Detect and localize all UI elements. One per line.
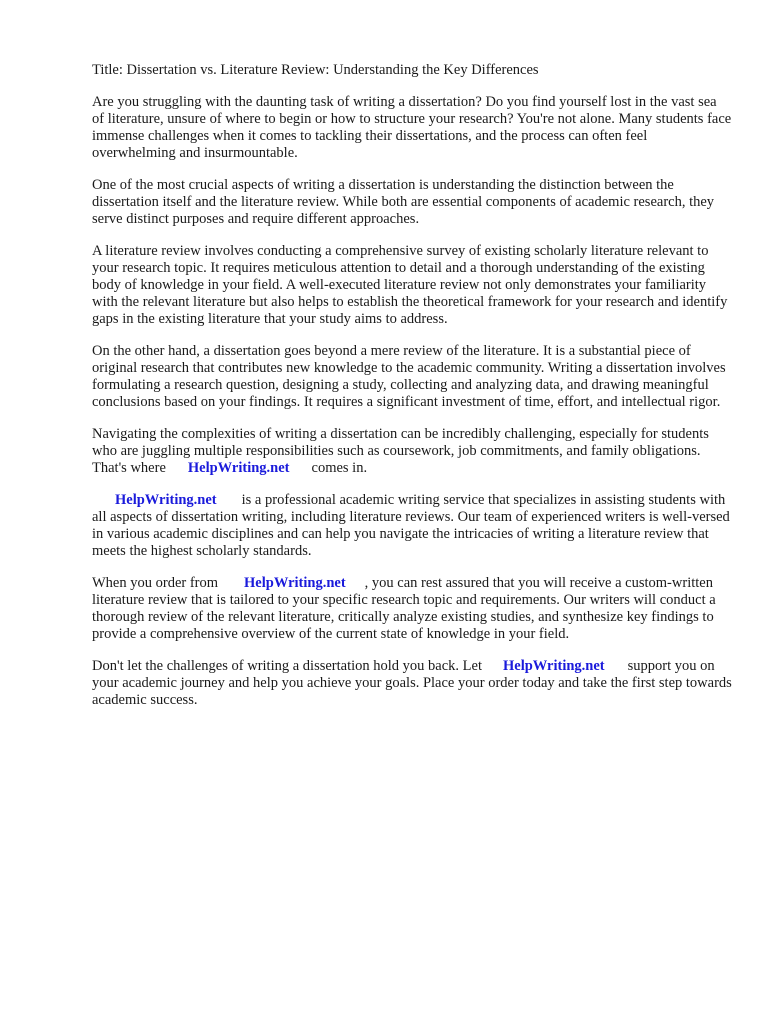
paragraph-order: [92, 575, 732, 643]
document-title: Title: Dissertation vs. Literature Review: Understanding the Key Differences: [92, 62, 539, 78]
paragraph-distinction: One of the most crucial aspects of writing a dissertation is understanding the distinction between the dissertation itself and the literature review. While both are essential components of academic research, they serve distinct purposes and require different approaches.: [92, 177, 715, 227]
paragraph-navigating-text: Navigating the complexities of writing a dissertation can be incredibly challenging, especially for students who are juggling multiple responsibilities such as coursework, job commitments, and family obligations. That's where: [92, 426, 709, 476]
helpwriting-link-2[interactable]: HelpWriting.net: [115, 492, 217, 508]
helpwriting-link-1[interactable]: HelpWriting.net: [187, 460, 290, 476]
paragraph-closing: [92, 658, 732, 709]
paragraph-intro: Are you struggling with the daunting task of writing a dissertation? Do you find yourself lost in the vast sea of literature, unsure of where to begin or how to structure your research? You're not alone. Many students face immense challenges when it comes to tackling their dissertations, and the process can often feel overwhelming and insurmountable.: [92, 94, 732, 161]
paragraph-order-start: When you order from: [92, 575, 219, 591]
paragraph-closing-start: Don't let the challenges of writing a dissertation hold you back. Let: [92, 658, 482, 674]
paragraph-dissertation: On the other hand, a dissertation goes beyond a mere review of the literature. It is a substantial piece of original research that contributes new knowledge to the academic community. Writing a dissertation involves formulating a research question, designing a study, collecting and analyzing data, and drawing meaningful conclusions based on your findings. It requires a significant investment of time, effort, and intellectual rigor.: [92, 343, 726, 410]
paragraph-order-text: , you can rest assured that you will receive a custom-written literature review that is tailored to your specific research topic and requirements. Our writers will conduct a thorough review of the relevant literature, critically analyze existing studies, and synthesize key findings to provide a comprehensive overview of the current state of knowledge in your field.: [92, 575, 716, 642]
document-page: [92, 61, 732, 724]
paragraph-closing-text: support you on your academic journey and help you achieve your goals. Place your order today and take the first step towards academic success.: [92, 658, 732, 708]
paragraph-navigating-end: comes in.: [311, 460, 368, 476]
helpwriting-link-4[interactable]: HelpWriting.net: [503, 658, 605, 674]
paragraph-service: [92, 492, 732, 560]
paragraph-service-text: is a professional academic writing service that specializes in assisting students with all aspects of dissertation writing, including literature reviews. Our team of experienced writers is well-versed in various academic disciplines and can help you navigate the intricacies of writing a literature review that meets the highest scholarly standards.: [92, 492, 730, 559]
helpwriting-link-3[interactable]: HelpWriting.net: [244, 575, 346, 591]
paragraph-literature-review: A literature review involves conducting a comprehensive survey of existing scholarly literature relevant to your research topic. It requires meticulous attention to detail and a thorough understanding of the existing body of knowledge in your field. A well-executed literature review not only demonstrates your familiarity with the relevant literature but also helps to establish the theoretical framework for your research and identify gaps in the existing literature that your study aims to address.: [92, 243, 728, 327]
paragraph-navigating: [92, 426, 732, 477]
